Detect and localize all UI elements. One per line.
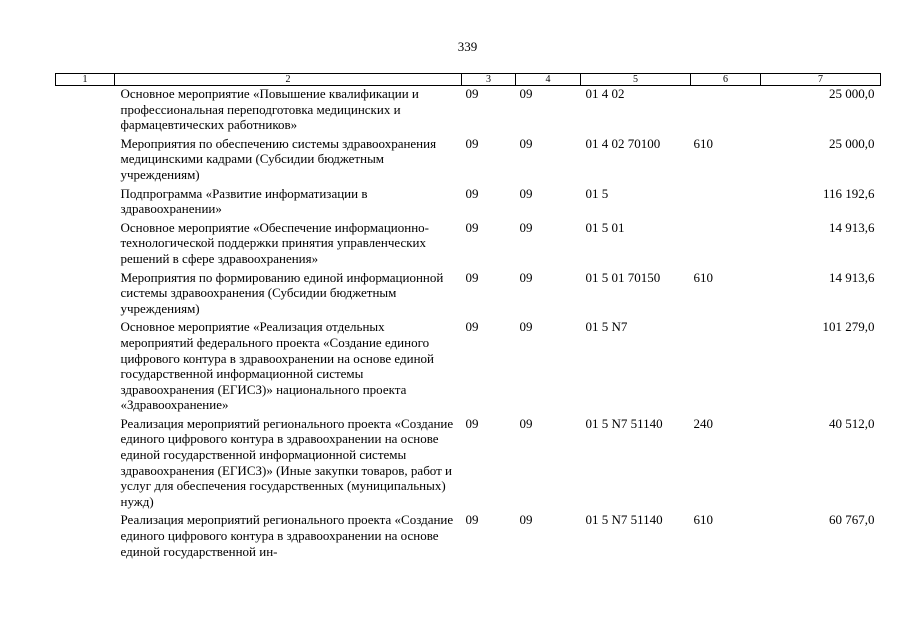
row-vr: 610 bbox=[693, 512, 713, 528]
column-header-1: 1 bbox=[56, 74, 115, 86]
column-header-6: 6 bbox=[691, 74, 761, 86]
row-name: Основное мероприятие «Обеспечение информационно-технологической поддержки принятия управленческих решений в сфере здравоохранения» bbox=[120, 219, 429, 266]
table-row bbox=[56, 319, 881, 416]
row-csr: 01 5 N7 51140 bbox=[585, 512, 663, 528]
column-header-3: 3 bbox=[462, 74, 516, 86]
row-pr: 09 bbox=[519, 219, 533, 235]
table-row bbox=[56, 270, 881, 320]
row-pr: 09 bbox=[519, 269, 533, 285]
column-header-4: 4 bbox=[516, 74, 581, 86]
row-rz: 09 bbox=[465, 219, 479, 235]
row-vr bbox=[691, 86, 761, 136]
row-sum: 25 000,0 bbox=[829, 86, 875, 101]
page-number: 339 bbox=[457, 39, 478, 54]
row-empty-cell bbox=[56, 186, 115, 220]
row-rz: 09 bbox=[465, 319, 479, 335]
row-name: Основное мероприятие «Реализация отдельных мероприятий федерального проекта «Создание единого цифрового контура в здравоохранении на основе единой государственной информационной системы здравоохранения (ЕГИСЗ)» национального проекта «Здравоохранение» bbox=[120, 319, 434, 413]
budget-table bbox=[55, 73, 881, 562]
row-csr: 01 5 bbox=[585, 185, 609, 201]
row-pr: 09 bbox=[519, 86, 533, 101]
row-csr: 01 5 N7 51140 bbox=[585, 415, 663, 431]
row-empty-cell bbox=[56, 319, 115, 416]
row-csr: 01 5 N7 bbox=[585, 319, 628, 335]
row-rz: 09 bbox=[465, 512, 479, 528]
table-row bbox=[56, 136, 881, 186]
table-row bbox=[56, 186, 881, 220]
row-empty-cell bbox=[56, 512, 115, 562]
row-rz: 09 bbox=[465, 415, 479, 431]
row-pr: 09 bbox=[519, 415, 533, 431]
row-name: Мероприятия по формированию единой информационной системы здравоохранения (Субсидии бюджетным учреждениям) bbox=[120, 269, 444, 316]
row-empty-cell bbox=[56, 136, 115, 186]
row-rz: 09 bbox=[465, 185, 479, 201]
row-sum: 40 512,0 bbox=[829, 415, 875, 431]
row-name: Мероприятия по обеспечению системы здравоохранения медицинскими кадрами (Субсидии бюджетным учреждениям) bbox=[120, 135, 437, 182]
column-header-7: 7 bbox=[761, 74, 881, 86]
row-vr: 610 bbox=[693, 135, 713, 151]
table-row bbox=[56, 86, 881, 136]
table-row bbox=[56, 512, 881, 562]
row-csr: 01 4 02 70100 bbox=[585, 135, 661, 151]
row-empty-cell bbox=[56, 416, 115, 513]
table-row bbox=[56, 416, 881, 513]
column-header-row bbox=[56, 74, 881, 86]
table-row bbox=[56, 220, 881, 270]
row-pr: 09 bbox=[519, 135, 533, 151]
column-header-2: 2 bbox=[115, 74, 462, 86]
row-name: Реализация мероприятий регионального проекта «Создание единого цифрового контура в здравоохранении на основе единой государственной ин- bbox=[120, 512, 454, 559]
row-sum: 25 000,0 bbox=[829, 135, 875, 151]
row-sum: 14 913,6 bbox=[829, 219, 875, 235]
row-csr: 01 4 02 bbox=[585, 86, 625, 101]
row-csr: 01 5 01 70150 bbox=[585, 269, 661, 285]
row-rz: 09 bbox=[465, 86, 479, 101]
row-rz: 09 bbox=[465, 135, 479, 151]
row-sum: 101 279,0 bbox=[822, 319, 875, 335]
column-header-5: 5 bbox=[581, 74, 691, 86]
row-vr: 610 bbox=[693, 269, 713, 285]
row-vr bbox=[691, 319, 761, 416]
row-rz: 09 bbox=[465, 269, 479, 285]
row-name: Основное мероприятие «Повышение квалификации и профессиональная переподготовка медицинских и фармацевтических работников» bbox=[120, 86, 419, 133]
row-vr: 240 bbox=[693, 415, 713, 431]
row-pr: 09 bbox=[519, 319, 533, 335]
row-name: Подпрограмма «Развитие информатизации в здравоохранении» bbox=[120, 185, 368, 217]
row-pr: 09 bbox=[519, 512, 533, 528]
row-pr: 09 bbox=[519, 185, 533, 201]
row-vr bbox=[691, 220, 761, 270]
row-empty-cell bbox=[56, 220, 115, 270]
row-sum: 14 913,6 bbox=[829, 269, 875, 285]
row-sum: 60 767,0 bbox=[829, 512, 875, 528]
row-csr: 01 5 01 bbox=[585, 219, 625, 235]
row-name: Реализация мероприятий регионального проекта «Создание единого цифрового контура в здравоохранении на основе единой государственной информационной системы здравоохранения (ЕГИСЗ)» (Иные закупки товаров, работ и услуг для обеспечения государственных (муниципальных) нужд) bbox=[120, 415, 454, 509]
row-empty-cell bbox=[56, 86, 115, 136]
row-empty-cell bbox=[56, 270, 115, 320]
row-sum: 116 192,6 bbox=[822, 185, 875, 201]
row-vr bbox=[691, 186, 761, 220]
